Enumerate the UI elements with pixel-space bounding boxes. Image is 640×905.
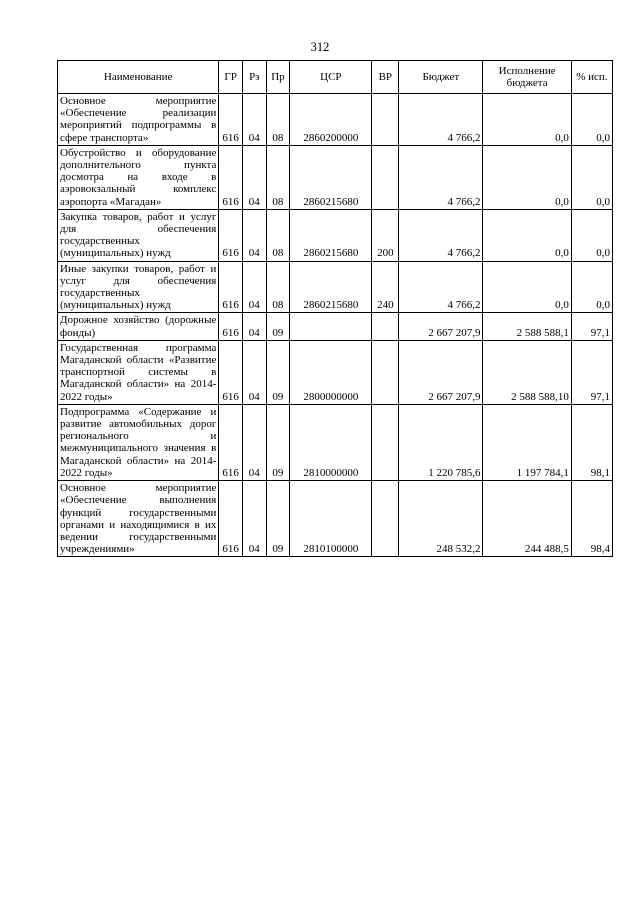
header-percent: % исп. — [571, 61, 612, 94]
cell-percent: 0,0 — [571, 261, 612, 313]
cell-pr: 08 — [266, 261, 290, 313]
table-row — [58, 209, 613, 261]
table-row — [58, 313, 613, 340]
cell-budget: 4 766,2 — [399, 209, 483, 261]
cell-execution: 244 488,5 — [483, 481, 571, 557]
cell-execution: 2 588 588,1 — [483, 313, 571, 340]
cell-budget: 248 532,2 — [399, 481, 483, 557]
table-row — [58, 261, 613, 313]
cell-execution: 0,0 — [483, 145, 571, 209]
cell-csr: 2860200000 — [290, 94, 372, 146]
cell-gr: 616 — [219, 209, 243, 261]
table-row — [58, 94, 613, 146]
cell-gr: 616 — [219, 404, 243, 480]
cell-gr: 616 — [219, 340, 243, 404]
cell-gr: 616 — [219, 313, 243, 340]
cell-budget: 2 667 207,9 — [399, 313, 483, 340]
cell-execution: 2 588 588,10 — [483, 340, 571, 404]
cell-pr: 09 — [266, 340, 290, 404]
cell-csr: 2810000000 — [290, 404, 372, 480]
cell-name: Основное мероприятие «Обеспечение выполнения функций государственными органами и находящимися в их ведении государственными учреждениями» — [58, 481, 219, 557]
cell-budget: 1 220 785,6 — [399, 404, 483, 480]
cell-name: Иные закупки товаров, работ и услуг для обеспечения государственных (муниципальных) нужд — [58, 261, 219, 313]
cell-name: Подпрограмма «Содержание и развитие автомобильных дорог регионального и межмуниципального значения в Магаданской области» на 2014-2022 годы» — [58, 404, 219, 480]
cell-rz: 04 — [242, 404, 266, 480]
cell-gr: 616 — [219, 261, 243, 313]
table-header-row — [58, 61, 613, 94]
budget-table — [57, 60, 613, 557]
cell-execution: 0,0 — [483, 209, 571, 261]
header-pr: Пр — [266, 61, 290, 94]
cell-name: Государственная программа Магаданской области «Развитие транспортной системы в Магаданской области» на 2014-2022 годы» — [58, 340, 219, 404]
header-rz: Рз — [242, 61, 266, 94]
cell-execution: 0,0 — [483, 94, 571, 146]
cell-vr — [372, 94, 399, 146]
header-budget: Бюджет — [399, 61, 483, 94]
cell-name: Основное мероприятие «Обеспечение реализации мероприятий подпрограммы в сфере транспорта» — [58, 94, 219, 146]
table-row — [58, 145, 613, 209]
cell-pr: 08 — [266, 145, 290, 209]
header-gr: ГР — [219, 61, 243, 94]
cell-vr: 240 — [372, 261, 399, 313]
cell-pr: 09 — [266, 404, 290, 480]
table-row — [58, 404, 613, 480]
cell-pr: 09 — [266, 481, 290, 557]
header-name: Наименование — [58, 61, 219, 94]
cell-pr: 08 — [266, 209, 290, 261]
cell-rz: 04 — [242, 145, 266, 209]
cell-csr: 2860215680 — [290, 209, 372, 261]
cell-percent: 0,0 — [571, 94, 612, 146]
cell-csr: 2810100000 — [290, 481, 372, 557]
cell-pr: 09 — [266, 313, 290, 340]
cell-percent: 97,1 — [571, 340, 612, 404]
cell-percent: 98,4 — [571, 481, 612, 557]
cell-csr: 2800000000 — [290, 340, 372, 404]
header-csr: ЦСР — [290, 61, 372, 94]
cell-vr — [372, 340, 399, 404]
cell-vr: 200 — [372, 209, 399, 261]
cell-budget: 4 766,2 — [399, 261, 483, 313]
cell-gr: 616 — [219, 481, 243, 557]
cell-rz: 04 — [242, 94, 266, 146]
cell-name: Обустройство и оборудование дополнительного пункта досмотра на входе в аэровокзальный комплекс аэропорта «Магадан» — [58, 145, 219, 209]
cell-budget: 2 667 207,9 — [399, 340, 483, 404]
cell-percent: 0,0 — [571, 145, 612, 209]
cell-name: Дорожное хозяйство (дорожные фонды) — [58, 313, 219, 340]
cell-percent: 97,1 — [571, 313, 612, 340]
cell-csr: 2860215680 — [290, 261, 372, 313]
cell-rz: 04 — [242, 313, 266, 340]
cell-pr: 08 — [266, 94, 290, 146]
cell-rz: 04 — [242, 209, 266, 261]
cell-percent: 98,1 — [571, 404, 612, 480]
table-row — [58, 481, 613, 557]
header-vr: ВР — [372, 61, 399, 94]
page-number: 312 — [310, 40, 330, 54]
cell-vr — [372, 313, 399, 340]
cell-execution: 0,0 — [483, 261, 571, 313]
cell-execution: 1 197 784,1 — [483, 404, 571, 480]
table-row — [58, 340, 613, 404]
cell-name: Закупка товаров, работ и услуг для обеспечения государственных (муниципальных) нужд — [58, 209, 219, 261]
cell-gr: 616 — [219, 145, 243, 209]
cell-budget: 4 766,2 — [399, 94, 483, 146]
cell-rz: 04 — [242, 261, 266, 313]
cell-budget: 4 766,2 — [399, 145, 483, 209]
cell-percent: 0,0 — [571, 209, 612, 261]
header-execution: Исполнение бюджета — [483, 61, 571, 94]
cell-vr — [372, 481, 399, 557]
cell-rz: 04 — [242, 340, 266, 404]
cell-rz: 04 — [242, 481, 266, 557]
cell-csr: 2860215680 — [290, 145, 372, 209]
cell-gr: 616 — [219, 94, 243, 146]
cell-csr — [290, 313, 372, 340]
cell-vr — [372, 145, 399, 209]
cell-vr — [372, 404, 399, 480]
